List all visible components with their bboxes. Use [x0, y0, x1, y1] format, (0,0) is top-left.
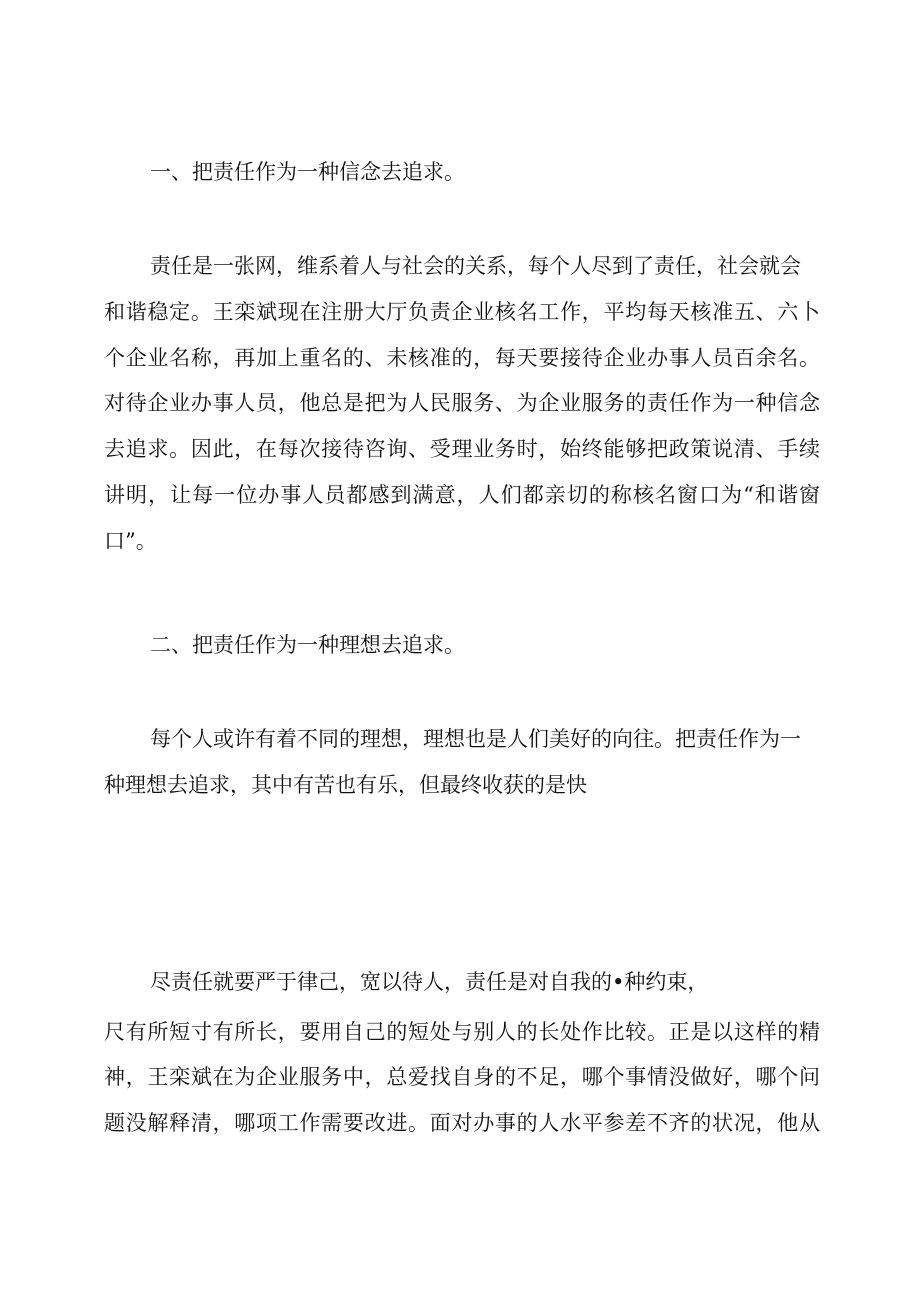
- paragraph-1-line-7: 口”。: [104, 529, 157, 553]
- section-heading-2: 二、把责任作为一种理想去追求。: [150, 633, 465, 657]
- paragraph-1-line-6: 讲明，让每一位办事人员都感到满意，人们都亲切的称核名窗口为“和谐窗: [104, 483, 820, 507]
- section-heading-1: 一、把责任作为一种信念去追求。: [150, 160, 465, 184]
- paragraph-1-line-5: 去追求。因此，在每次接待咨询、受理业务时，始终能够把政策说清、手续: [104, 437, 820, 461]
- paragraph-3-line-2: 尺有所短寸有所长，要用自己的短处与别人的长处作比较。正是以这样的精: [104, 1020, 820, 1044]
- paragraph-1-line-2: 和谐稳定。王栾斌现在注册大厅负责企业核名工作，平均每天核准五、六卜: [104, 300, 820, 324]
- paragraph-2-line-2: 种理想去追求，其中有苦也有乐，但最终收获的是快: [104, 773, 587, 797]
- paragraph-3-line-3: 神，王栾斌在为企业服务中，总爱找自身的不足，哪个事情没做好，哪个问: [104, 1065, 820, 1089]
- paragraph-1-line-4: 对待企业办事人员，他总是把为人民服务、为企业服务的责任作为一种信念: [104, 391, 820, 415]
- paragraph-3-line-4: 题没解释清，哪项工作需要改进。面对办事的人水平参差不齐的状况，他从: [104, 1111, 820, 1135]
- paragraph-3-line-1: 尽责任就要严于律己，宽以待人，责任是对自我的•种约束，: [150, 970, 709, 994]
- paragraph-1-line-3: 个企业名称，再加上重名的、未核准的，每天要接待企业办事人员百余名。: [104, 346, 820, 370]
- paragraph-1-line-1: 责任是一张网，维系着人与社会的关系，每个人尽到了责任，社会就会: [150, 254, 801, 278]
- paragraph-2-line-1: 每个人或许有着不同的理想，理想也是人们美好的向往。把责任作为一: [150, 727, 801, 751]
